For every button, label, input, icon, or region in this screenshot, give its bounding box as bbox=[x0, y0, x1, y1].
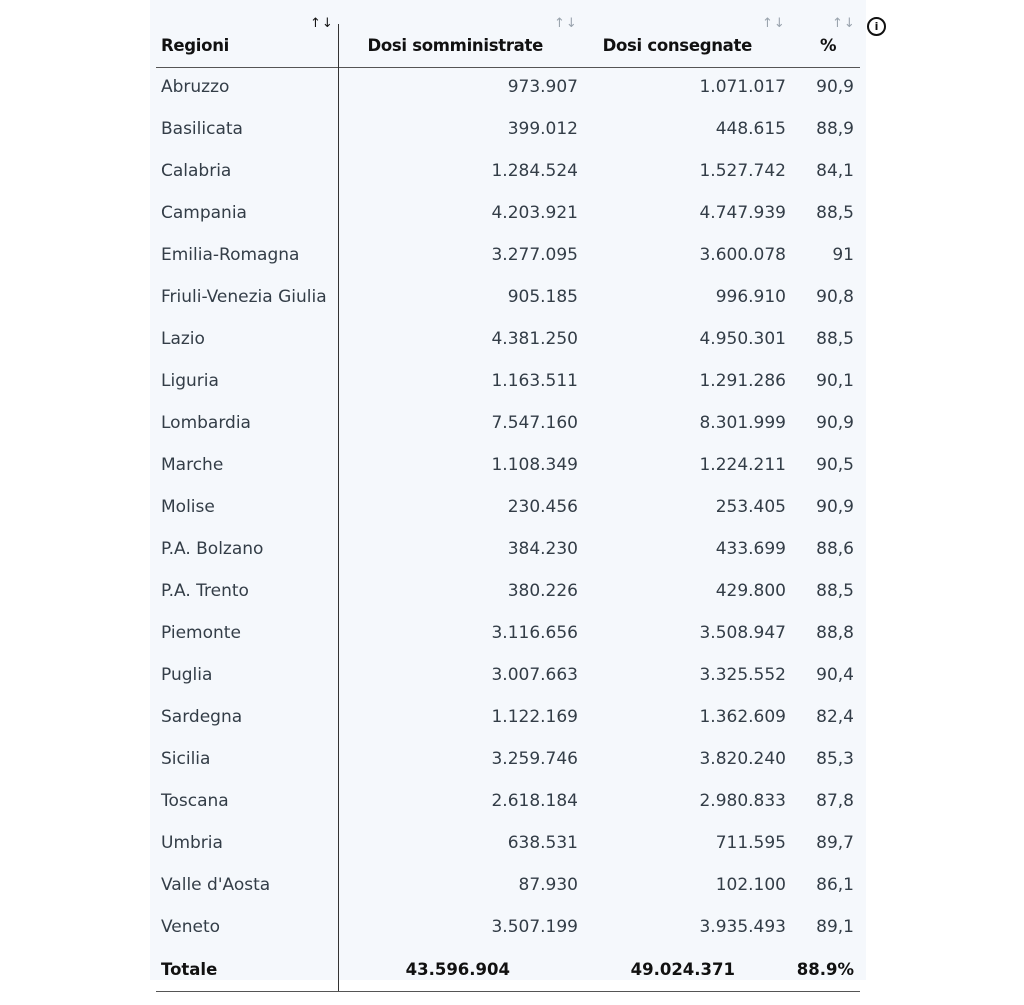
cell-percent: 89,7 bbox=[816, 833, 854, 853]
cell-regione: Valle d'Aosta bbox=[161, 875, 271, 895]
header-dosi-consegnate[interactable]: Dosi consegnate bbox=[602, 36, 752, 55]
cell-percent: 85,3 bbox=[816, 749, 854, 769]
cell-regione: Emilia-Romagna bbox=[161, 245, 300, 265]
cell-dosi-somministrate: 7.547.160 bbox=[491, 413, 578, 433]
sort-icon-dosi-somministrate[interactable]: ↑↓ bbox=[554, 16, 578, 31]
cell-dosi-consegnate: 1.291.286 bbox=[699, 371, 786, 391]
table-total-row bbox=[156, 955, 860, 985]
cell-dosi-consegnate: 3.508.947 bbox=[699, 623, 786, 643]
table-row bbox=[156, 865, 860, 907]
cell-dosi-consegnate: 2.980.833 bbox=[699, 791, 786, 811]
table-row bbox=[156, 907, 860, 949]
cell-dosi-consegnate: 3.935.493 bbox=[699, 917, 786, 937]
cell-dosi-somministrate: 973.907 bbox=[507, 77, 578, 97]
sort-icon-dosi-consegnate[interactable]: ↑↓ bbox=[762, 16, 786, 31]
total-percent: 88.9% bbox=[796, 960, 854, 979]
table-row bbox=[156, 109, 860, 151]
cell-percent: 87,8 bbox=[816, 791, 854, 811]
cell-regione: P.A. Trento bbox=[161, 581, 249, 601]
total-dosi-consegnate: 49.024.371 bbox=[630, 960, 735, 979]
cell-dosi-somministrate: 1.108.349 bbox=[491, 455, 578, 475]
header-percent[interactable]: % bbox=[820, 36, 837, 55]
cell-dosi-consegnate: 448.615 bbox=[715, 119, 786, 139]
cell-regione: Sicilia bbox=[161, 749, 211, 769]
table-row bbox=[156, 781, 860, 823]
cell-regione: Basilicata bbox=[161, 119, 243, 139]
cell-percent: 90,1 bbox=[816, 371, 854, 391]
cell-dosi-consegnate: 1.527.742 bbox=[699, 161, 786, 181]
cell-regione: Umbria bbox=[161, 833, 223, 853]
cell-regione: Veneto bbox=[161, 917, 221, 937]
cell-dosi-consegnate: 3.820.240 bbox=[699, 749, 786, 769]
table-row bbox=[156, 571, 860, 613]
cell-percent: 89,1 bbox=[816, 917, 854, 937]
table-row bbox=[156, 361, 860, 403]
cell-regione: Abruzzo bbox=[161, 77, 230, 97]
table-row bbox=[156, 403, 860, 445]
cell-dosi-somministrate: 87.930 bbox=[518, 875, 578, 895]
cell-dosi-consegnate: 102.100 bbox=[715, 875, 786, 895]
table-row bbox=[156, 319, 860, 361]
cell-regione: Sardegna bbox=[161, 707, 243, 727]
cell-regione: Lombardia bbox=[161, 413, 251, 433]
column-divider bbox=[338, 24, 339, 992]
cell-dosi-consegnate: 8.301.999 bbox=[699, 413, 786, 433]
cell-dosi-somministrate: 3.507.199 bbox=[491, 917, 578, 937]
cell-percent: 90,9 bbox=[816, 413, 854, 433]
cell-dosi-somministrate: 399.012 bbox=[507, 119, 578, 139]
cell-dosi-somministrate: 4.203.921 bbox=[491, 203, 578, 223]
cell-percent: 86,1 bbox=[816, 875, 854, 895]
cell-regione: Campania bbox=[161, 203, 247, 223]
cell-regione: Liguria bbox=[161, 371, 219, 391]
cell-dosi-consegnate: 3.325.552 bbox=[699, 665, 786, 685]
cell-percent: 88,5 bbox=[816, 329, 854, 349]
cell-percent: 82,4 bbox=[816, 707, 854, 727]
table-row bbox=[156, 739, 860, 781]
cell-dosi-somministrate: 3.007.663 bbox=[491, 665, 578, 685]
sort-icon-regioni[interactable]: ↑↓ bbox=[310, 16, 334, 31]
table-row bbox=[156, 697, 860, 739]
cell-dosi-consegnate: 1.224.211 bbox=[699, 455, 786, 475]
cell-dosi-consegnate: 253.405 bbox=[715, 497, 786, 517]
cell-dosi-somministrate: 1.163.511 bbox=[491, 371, 578, 391]
cell-dosi-consegnate: 1.362.609 bbox=[699, 707, 786, 727]
cell-dosi-consegnate: 433.699 bbox=[715, 539, 786, 559]
cell-dosi-somministrate: 3.277.095 bbox=[491, 245, 578, 265]
sort-icon-percent[interactable]: ↑↓ bbox=[832, 16, 856, 31]
total-label: Totale bbox=[161, 960, 218, 979]
cell-percent: 88,5 bbox=[816, 203, 854, 223]
header-dosi-somministrate[interactable]: Dosi somministrate bbox=[367, 36, 543, 55]
table-row bbox=[156, 613, 860, 655]
cell-dosi-somministrate: 4.381.250 bbox=[491, 329, 578, 349]
cell-dosi-consegnate: 1.071.017 bbox=[699, 77, 786, 97]
table-bottom-border bbox=[156, 991, 860, 992]
cell-dosi-somministrate: 638.531 bbox=[507, 833, 578, 853]
cell-dosi-somministrate: 1.284.524 bbox=[491, 161, 578, 181]
table-row bbox=[156, 445, 860, 487]
cell-dosi-consegnate: 3.600.078 bbox=[699, 245, 786, 265]
cell-regione: Piemonte bbox=[161, 623, 241, 643]
cell-regione: Friuli-Venezia Giulia bbox=[161, 287, 327, 307]
cell-dosi-somministrate: 230.456 bbox=[507, 497, 578, 517]
cell-dosi-somministrate: 384.230 bbox=[507, 539, 578, 559]
table-body bbox=[156, 67, 860, 949]
cell-percent: 90,8 bbox=[816, 287, 854, 307]
cell-percent: 88,8 bbox=[816, 623, 854, 643]
cell-percent: 88,6 bbox=[816, 539, 854, 559]
header-regioni[interactable]: Regioni bbox=[161, 36, 230, 55]
cell-regione: Toscana bbox=[161, 791, 229, 811]
cell-percent: 90,9 bbox=[816, 77, 854, 97]
table-row bbox=[156, 487, 860, 529]
table-row bbox=[156, 277, 860, 319]
total-dosi-somministrate: 43.596.904 bbox=[405, 960, 510, 979]
cell-regione: Puglia bbox=[161, 665, 213, 685]
table-row bbox=[156, 823, 860, 865]
cell-percent: 88,5 bbox=[816, 581, 854, 601]
cell-dosi-consegnate: 429.800 bbox=[715, 581, 786, 601]
table-row bbox=[156, 67, 860, 109]
cell-dosi-somministrate: 2.618.184 bbox=[491, 791, 578, 811]
cell-percent: 90,5 bbox=[816, 455, 854, 475]
cell-dosi-somministrate: 905.185 bbox=[507, 287, 578, 307]
info-icon[interactable]: i bbox=[867, 17, 886, 36]
cell-dosi-somministrate: 380.226 bbox=[507, 581, 578, 601]
cell-dosi-consegnate: 996.910 bbox=[715, 287, 786, 307]
cell-dosi-consegnate: 4.950.301 bbox=[699, 329, 786, 349]
table-row bbox=[156, 151, 860, 193]
table-row bbox=[156, 193, 860, 235]
table-row bbox=[156, 529, 860, 571]
cell-percent: 84,1 bbox=[816, 161, 854, 181]
cell-regione: Marche bbox=[161, 455, 224, 475]
cell-regione: Molise bbox=[161, 497, 215, 517]
cell-percent: 90,4 bbox=[816, 665, 854, 685]
cell-dosi-somministrate: 3.259.746 bbox=[491, 749, 578, 769]
cell-regione: Calabria bbox=[161, 161, 232, 181]
table-header bbox=[156, 0, 860, 68]
table-row bbox=[156, 235, 860, 277]
cell-dosi-somministrate: 1.122.169 bbox=[491, 707, 578, 727]
cell-dosi-consegnate: 711.595 bbox=[715, 833, 786, 853]
cell-regione: Lazio bbox=[161, 329, 205, 349]
cell-regione: P.A. Bolzano bbox=[161, 539, 264, 559]
table-row bbox=[156, 655, 860, 697]
cell-percent: 91 bbox=[832, 245, 854, 265]
cell-dosi-consegnate: 4.747.939 bbox=[699, 203, 786, 223]
cell-percent: 88,9 bbox=[816, 119, 854, 139]
cell-dosi-somministrate: 3.116.656 bbox=[491, 623, 578, 643]
cell-percent: 90,9 bbox=[816, 497, 854, 517]
